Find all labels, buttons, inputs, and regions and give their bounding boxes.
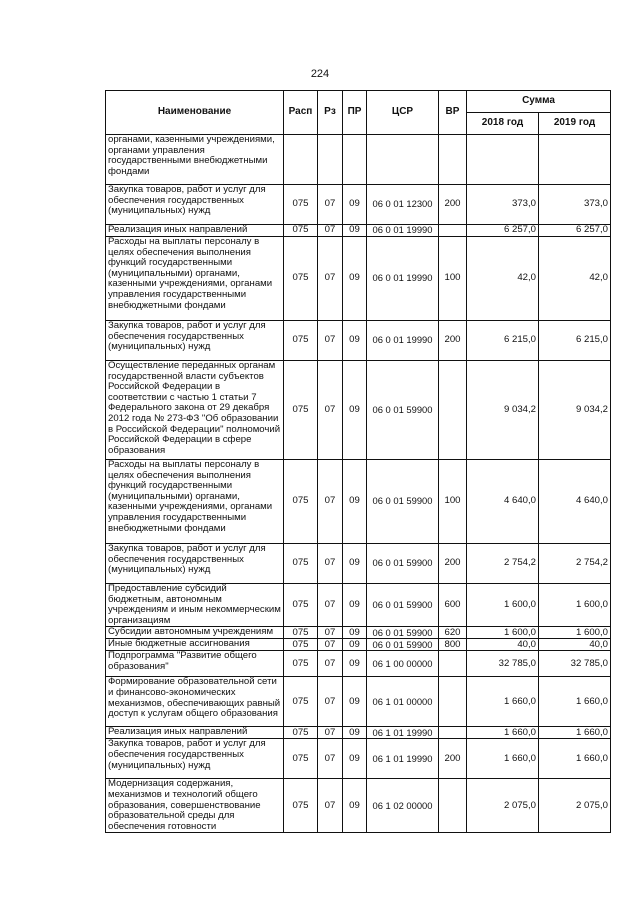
cell-vr	[439, 225, 467, 237]
cell-sum-2019: 9 034,2	[539, 361, 611, 460]
cell-rz: 07	[318, 739, 343, 779]
cell-rasp: 075	[284, 361, 318, 460]
cell-sum-2018: 1 600,0	[467, 627, 539, 639]
cell-sum-2018: 1 660,0	[467, 727, 539, 739]
cell-rasp: 075	[284, 651, 318, 677]
cell-pr: 09	[343, 739, 367, 779]
cell-rz: 07	[318, 225, 343, 237]
cell-rz: 07	[318, 627, 343, 639]
cell-pr: 09	[343, 361, 367, 460]
cell-rasp: 075	[284, 584, 318, 627]
cell-rz: 07	[318, 651, 343, 677]
table-row	[106, 321, 611, 361]
cell-rasp: 075	[284, 225, 318, 237]
cell-name: Предоставление субсидий бюджетным, автономным учреждениям и иным некоммерческим организациям	[106, 584, 284, 627]
cell-csr: 06 0 01 59900	[367, 460, 439, 544]
cell-vr	[439, 727, 467, 739]
cell-pr: 09	[343, 185, 367, 225]
cell-vr: 200	[439, 185, 467, 225]
table-row	[106, 225, 611, 237]
cell-sum-2019: 6 257,0	[539, 225, 611, 237]
table-row	[106, 584, 611, 627]
cell-vr: 600	[439, 584, 467, 627]
table-row	[106, 779, 611, 833]
cell-sum-2018: 2 075,0	[467, 779, 539, 833]
cell-csr: 06 0 01 59900	[367, 627, 439, 639]
cell-csr: 06 1 01 00000	[367, 677, 439, 727]
cell-sum-2018: 4 640,0	[467, 460, 539, 544]
table-row	[106, 627, 611, 639]
cell-sum-2019: 1 600,0	[539, 584, 611, 627]
cell-rz: 07	[318, 544, 343, 584]
table-row	[106, 639, 611, 651]
cell-name: Закупка товаров, работ и услуг для обеспечения государственных (муниципальных) нужд	[106, 185, 284, 225]
table-row	[106, 185, 611, 225]
table-row	[106, 237, 611, 321]
table-row	[106, 544, 611, 584]
cell-csr: 06 0 01 19990	[367, 237, 439, 321]
cell-csr: 06 0 01 59900	[367, 544, 439, 584]
cell-sum-2019	[539, 135, 611, 185]
page-number: 224	[310, 68, 330, 80]
header-rasp: Расп	[284, 91, 318, 135]
cell-csr: 06 0 01 59900	[367, 361, 439, 460]
cell-rasp: 075	[284, 779, 318, 833]
cell-csr: 06 0 01 12300	[367, 185, 439, 225]
cell-rasp: 075	[284, 727, 318, 739]
header-sum: Сумма	[467, 91, 611, 113]
cell-rasp: 075	[284, 185, 318, 225]
cell-sum-2018: 6 215,0	[467, 321, 539, 361]
cell-sum-2018: 40,0	[467, 639, 539, 651]
cell-pr: 09	[343, 544, 367, 584]
cell-vr: 100	[439, 460, 467, 544]
cell-csr: 06 1 00 00000	[367, 651, 439, 677]
cell-sum-2019: 40,0	[539, 639, 611, 651]
cell-rasp: 075	[284, 739, 318, 779]
header-year-2018: 2018 год	[467, 113, 539, 135]
cell-name: органами, казенными учреждениями, органами управления государственными внебюджетными фондами	[106, 135, 284, 185]
cell-name: Расходы на выплаты персоналу в целях обеспечения выполнения функций государственными (муниципальными) органами, казенными учреждениями, органами управления государственными внебюджетными фондами	[106, 237, 284, 321]
cell-name: Модернизация содержания, механизмов и технологий общего образования, совершенствование образовательной среды для обеспечения готовности	[106, 779, 284, 833]
cell-rasp: 075	[284, 237, 318, 321]
cell-sum-2018: 6 257,0	[467, 225, 539, 237]
cell-rasp: 075	[284, 321, 318, 361]
header-pr: ПР	[343, 91, 367, 135]
cell-csr: 06 0 01 19990	[367, 321, 439, 361]
cell-rasp: 075	[284, 627, 318, 639]
cell-vr	[439, 779, 467, 833]
cell-vr: 200	[439, 739, 467, 779]
header-year-2019: 2019 год	[539, 113, 611, 135]
cell-pr: 09	[343, 627, 367, 639]
cell-csr: 06 1 01 19990	[367, 727, 439, 739]
cell-rasp: 075	[284, 544, 318, 584]
cell-pr: 09	[343, 237, 367, 321]
cell-sum-2018: 1 660,0	[467, 739, 539, 779]
table-row	[106, 135, 611, 185]
cell-sum-2018: 373,0	[467, 185, 539, 225]
cell-sum-2019: 1 600,0	[539, 627, 611, 639]
cell-name: Реализация иных направлений	[106, 225, 284, 237]
cell-csr: 06 1 02 00000	[367, 779, 439, 833]
cell-pr: 09	[343, 779, 367, 833]
cell-csr: 06 0 01 59900	[367, 584, 439, 627]
cell-pr: 09	[343, 584, 367, 627]
cell-sum-2019: 6 215,0	[539, 321, 611, 361]
cell-rz: 07	[318, 460, 343, 544]
cell-rz: 07	[318, 677, 343, 727]
header-rz: Рз	[318, 91, 343, 135]
cell-vr	[439, 651, 467, 677]
cell-rasp: 075	[284, 639, 318, 651]
cell-vr: 620	[439, 627, 467, 639]
cell-pr: 09	[343, 639, 367, 651]
cell-pr: 09	[343, 321, 367, 361]
cell-name: Подпрограмма "Развитие общего образования"	[106, 651, 284, 677]
cell-sum-2019: 2 754,2	[539, 544, 611, 584]
cell-sum-2018: 42,0	[467, 237, 539, 321]
cell-rz: 07	[318, 727, 343, 739]
cell-rz: 07	[318, 361, 343, 460]
cell-vr: 200	[439, 544, 467, 584]
cell-csr: 06 1 01 19990	[367, 739, 439, 779]
cell-vr	[439, 135, 467, 185]
cell-sum-2019: 373,0	[539, 185, 611, 225]
cell-rasp: 075	[284, 677, 318, 727]
table-row	[106, 739, 611, 779]
cell-vr	[439, 361, 467, 460]
cell-vr: 100	[439, 237, 467, 321]
cell-sum-2018: 2 754,2	[467, 544, 539, 584]
table-header	[106, 91, 611, 135]
cell-rasp: 075	[284, 460, 318, 544]
cell-name: Закупка товаров, работ и услуг для обеспечения государственных (муниципальных) нужд	[106, 544, 284, 584]
cell-sum-2018: 1 600,0	[467, 584, 539, 627]
cell-sum-2019: 42,0	[539, 237, 611, 321]
header-name: Наименование	[106, 91, 284, 135]
cell-sum-2019: 1 660,0	[539, 739, 611, 779]
budget-table	[105, 90, 611, 833]
cell-rz	[318, 135, 343, 185]
table-row	[106, 727, 611, 739]
cell-sum-2018: 9 034,2	[467, 361, 539, 460]
cell-rz: 07	[318, 779, 343, 833]
cell-pr: 09	[343, 727, 367, 739]
cell-csr: 06 0 01 19990	[367, 225, 439, 237]
cell-name: Закупка товаров, работ и услуг для обеспечения государственных (муниципальных) нужд	[106, 739, 284, 779]
cell-sum-2018	[467, 135, 539, 185]
cell-pr: 09	[343, 460, 367, 544]
cell-csr: 06 0 01 59900	[367, 639, 439, 651]
cell-name: Закупка товаров, работ и услуг для обеспечения государственных (муниципальных) нужд	[106, 321, 284, 361]
table-row	[106, 677, 611, 727]
cell-name: Формирование образовательной сети и финансово-экономических механизмов, обеспечивающих равный доступ к услугам общего образования	[106, 677, 284, 727]
table-row	[106, 651, 611, 677]
cell-rz: 07	[318, 584, 343, 627]
cell-pr	[343, 135, 367, 185]
cell-sum-2019: 2 075,0	[539, 779, 611, 833]
cell-pr: 09	[343, 651, 367, 677]
cell-sum-2019: 1 660,0	[539, 677, 611, 727]
cell-sum-2019: 1 660,0	[539, 727, 611, 739]
cell-sum-2018: 1 660,0	[467, 677, 539, 727]
header-csr: ЦСР	[367, 91, 439, 135]
cell-rz: 07	[318, 321, 343, 361]
header-vr: ВР	[439, 91, 467, 135]
cell-rz: 07	[318, 185, 343, 225]
cell-rz: 07	[318, 237, 343, 321]
cell-sum-2019: 4 640,0	[539, 460, 611, 544]
table-body	[106, 135, 611, 833]
cell-pr: 09	[343, 677, 367, 727]
cell-sum-2018: 32 785,0	[467, 651, 539, 677]
cell-name: Иные бюджетные ассигнования	[106, 639, 284, 651]
cell-name: Субсидии автономным учреждениям	[106, 627, 284, 639]
table-row	[106, 460, 611, 544]
cell-rasp	[284, 135, 318, 185]
cell-vr: 200	[439, 321, 467, 361]
cell-name: Реализация иных направлений	[106, 727, 284, 739]
cell-pr: 09	[343, 225, 367, 237]
cell-rz: 07	[318, 639, 343, 651]
cell-name: Расходы на выплаты персоналу в целях обеспечения выполнения функций государственными (муниципальными) органами, казенными учреждениями, органами управления государственными внебюджетными фондами	[106, 460, 284, 544]
cell-vr	[439, 677, 467, 727]
cell-name: Осуществление переданных органам государственной власти субъектов Российской Федерации в соответствии с частью 1 статьи 7 Федерального закона от 29 декабря 2012 года № 273-ФЗ "Об образовании в Российской Федерации" полномочий Российской Федерации в сфере образования	[106, 361, 284, 460]
table-row	[106, 361, 611, 460]
cell-sum-2019: 32 785,0	[539, 651, 611, 677]
cell-vr: 800	[439, 639, 467, 651]
cell-csr	[367, 135, 439, 185]
